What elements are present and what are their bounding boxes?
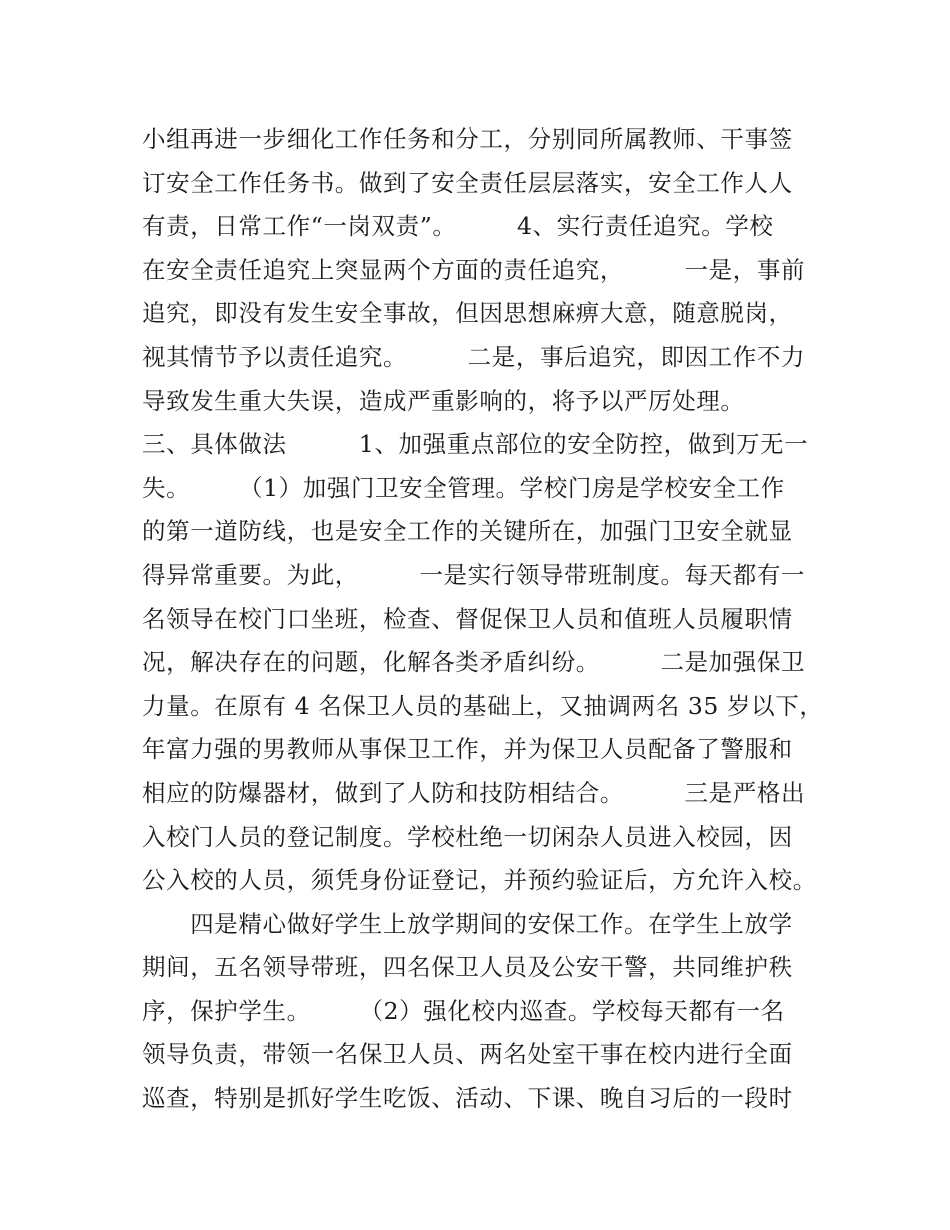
text-line: 公入校的人员，须凭身份证登记，并预约验证后，方允许入校。 xyxy=(142,866,817,895)
text-line: 追究，即没有发生安全事故，但因思想麻痹大意，随意脱岗， xyxy=(142,299,793,328)
text-line: 期间，五名领导带班，四名保卫人员及公安干警，共同维护秩 xyxy=(142,953,793,982)
text-line: 视其情节予以责任追究。 二是，事后追究，即因工作不力 xyxy=(142,342,806,371)
text-line: 的第一道防线，也是安全工作的关键所在，加强门卫安全就显 xyxy=(142,517,793,546)
text-line: 在安全责任追究上突显两个方面的责任追究， 一是，事前 xyxy=(142,255,806,284)
text-line: 巡查，特别是抓好学生吃饭、活动、下课、晚自习后的一段时 xyxy=(142,1084,793,1113)
text-line: 订安全工作任务书。做到了安全责任层层落实，安全工作人人 xyxy=(142,168,793,197)
text-line: 导致发生重大失误，造成严重影响的，将予以严厉处理。 xyxy=(142,386,745,415)
body-text xyxy=(142,118,832,1121)
text-line: 有责，日常工作“一岗双责”。 4、实行责任追究。学校 xyxy=(142,212,774,241)
text-line: 况，解决存在的问题，化解各类矛盾纠纷。 二是加强保卫 xyxy=(142,648,806,677)
text-line: 序，保护学生。 （2）强化校内巡查。学校每天都有一名 xyxy=(142,996,785,1025)
text-line: 力量。在原有 4 名保卫人员的基础上，又抽调两名 35 岁以下， xyxy=(142,691,824,720)
text-line: 年富力强的男教师从事保卫工作，并为保卫人员配备了警服和 xyxy=(142,735,793,764)
text-line: 名领导在校门口坐班，检查、督促保卫人员和值班人员履职情 xyxy=(142,604,793,633)
text-line: 三、具体做法 1、加强重点部位的安全防控，做到万无一 xyxy=(142,430,809,459)
text-line: 得异常重要。为此， 一是实行领导带班制度。每天都有一 xyxy=(142,560,806,589)
text-line: 相应的防爆器材，做到了人防和技防相结合。 三是严格出 xyxy=(142,778,806,807)
text-line: 小组再进一步细化工作任务和分工，分别同所属教师、干事签 xyxy=(142,125,793,153)
text-line: 四是精心做好学生上放学期间的安保工作。在学生上放学 xyxy=(142,909,793,938)
text-line: 失。 （1）加强门卫安全管理。学校门房是学校安全工作 xyxy=(142,473,785,502)
text-line: 领导负责，带领一名保卫人员、两名处室干事在校内进行全面 xyxy=(142,1040,793,1069)
text-line: 入校门人员的登记制度。学校杜绝一切闲杂人员进入校园，因 xyxy=(142,822,793,851)
